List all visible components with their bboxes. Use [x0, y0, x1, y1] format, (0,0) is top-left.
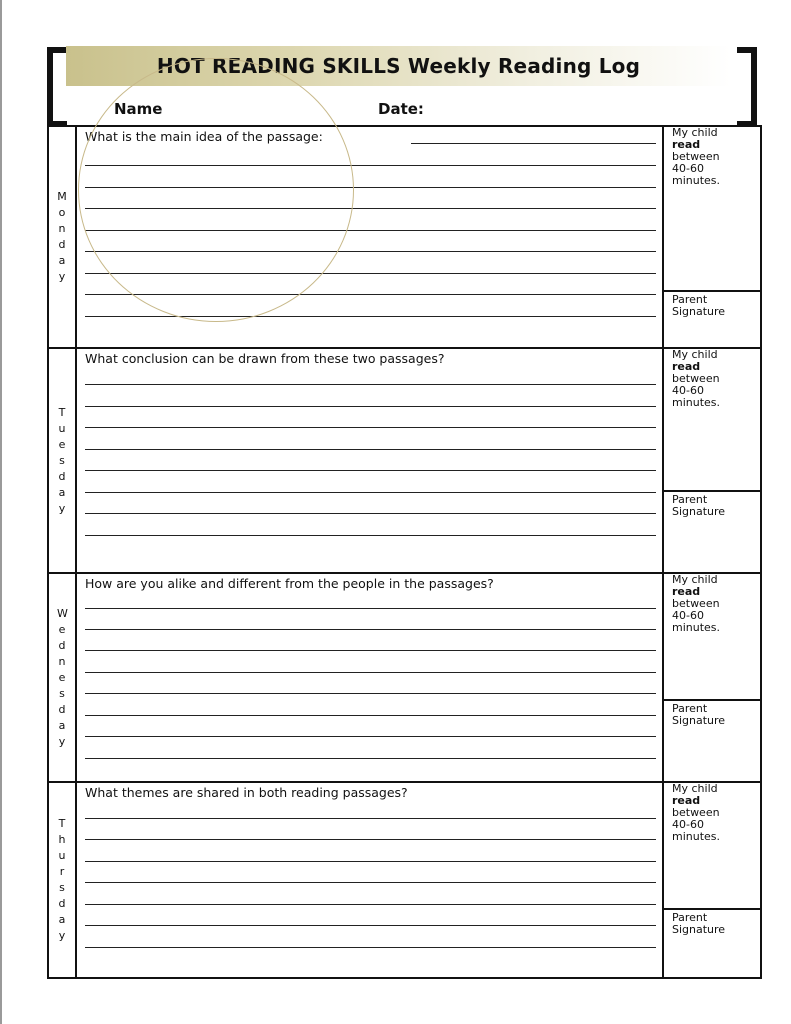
answer-line[interactable]: [85, 449, 656, 450]
answer-line[interactable]: [85, 535, 656, 536]
answer-line[interactable]: [85, 492, 656, 493]
page-title: HOT READING SKILLS Weekly Reading Log: [156, 54, 641, 78]
day-label-column: [49, 783, 77, 977]
answer-area[interactable]: [77, 127, 662, 347]
day-block-monday: [49, 127, 760, 349]
answer-line[interactable]: [85, 165, 656, 166]
answer-line[interactable]: [85, 608, 656, 609]
parent-column: [662, 574, 760, 781]
parent-signature-box[interactable]: Parent Signature: [672, 493, 726, 518]
reading-note-box: [664, 574, 760, 701]
answer-line[interactable]: [85, 230, 656, 231]
answer-line[interactable]: [85, 427, 656, 428]
name-label: Name: [114, 100, 163, 118]
parent-signature-box[interactable]: Parent Signature: [672, 702, 726, 727]
title-banner: [66, 46, 731, 86]
day-block-tuesday: [49, 349, 760, 574]
question-text: What is the main idea of the passage:: [85, 129, 323, 144]
reading-note: My child read between 40-60 minutes.: [672, 348, 721, 409]
day-label-column: [49, 127, 77, 347]
answer-line[interactable]: [85, 187, 656, 188]
answer-line[interactable]: [85, 947, 656, 948]
day-label-column: [49, 349, 77, 572]
answer-line[interactable]: [85, 513, 656, 514]
date-label: Date:: [378, 100, 424, 118]
parent-column: [662, 127, 760, 347]
answer-line[interactable]: [85, 758, 656, 759]
reading-log-grid: [47, 125, 762, 979]
reading-note-box: [664, 783, 760, 910]
reading-note-box: [664, 349, 760, 492]
question-text: What themes are shared in both reading passages?: [85, 785, 408, 800]
answer-line[interactable]: [85, 904, 656, 905]
parent-column: [662, 783, 760, 977]
reading-note: My child read between 40-60 minutes.: [672, 573, 721, 634]
answer-line[interactable]: [85, 384, 656, 385]
answer-line[interactable]: [85, 736, 656, 737]
question-text: What conclusion can be drawn from these two passages?: [85, 351, 445, 366]
answer-line[interactable]: [85, 208, 656, 209]
day-label: Monday: [57, 190, 67, 283]
parent-signature-box[interactable]: Parent Signature: [672, 911, 726, 936]
answer-line[interactable]: [85, 650, 656, 651]
answer-line[interactable]: [411, 143, 656, 144]
answer-line[interactable]: [85, 294, 656, 295]
answer-line[interactable]: [85, 925, 656, 926]
answer-line[interactable]: [85, 406, 656, 407]
answer-area[interactable]: [77, 574, 662, 781]
reading-note: My child read between 40-60 minutes.: [672, 782, 721, 843]
answer-line[interactable]: [85, 818, 656, 819]
answer-line[interactable]: [85, 882, 656, 883]
day-label: Thursday: [58, 817, 66, 942]
parent-column: [662, 349, 760, 572]
day-label-column: [49, 574, 77, 781]
answer-line[interactable]: [85, 629, 656, 630]
answer-area[interactable]: [77, 349, 662, 572]
reading-note-box: [664, 127, 760, 292]
answer-area[interactable]: [77, 783, 662, 977]
question-text: How are you alike and different from the people in the passages?: [85, 576, 494, 591]
answer-line[interactable]: [85, 470, 656, 471]
day-label: Tuesday: [58, 405, 66, 515]
answer-line[interactable]: [85, 672, 656, 673]
day-block-thursday: [49, 783, 760, 977]
answer-line[interactable]: [85, 861, 656, 862]
answer-line[interactable]: [85, 251, 656, 252]
reading-note: My child read between 40-60 minutes.: [672, 126, 721, 187]
answer-line[interactable]: [85, 693, 656, 694]
parent-signature-box[interactable]: Parent Signature: [672, 293, 726, 318]
answer-line[interactable]: [85, 839, 656, 840]
answer-line[interactable]: [85, 715, 656, 716]
answer-line[interactable]: [85, 316, 656, 317]
left-bracket: [47, 47, 67, 127]
day-label: Wednesday: [57, 606, 68, 748]
answer-line[interactable]: [85, 273, 656, 274]
day-block-wednesday: [49, 574, 760, 783]
right-bracket: [737, 47, 757, 127]
page-edge: [0, 0, 2, 1024]
